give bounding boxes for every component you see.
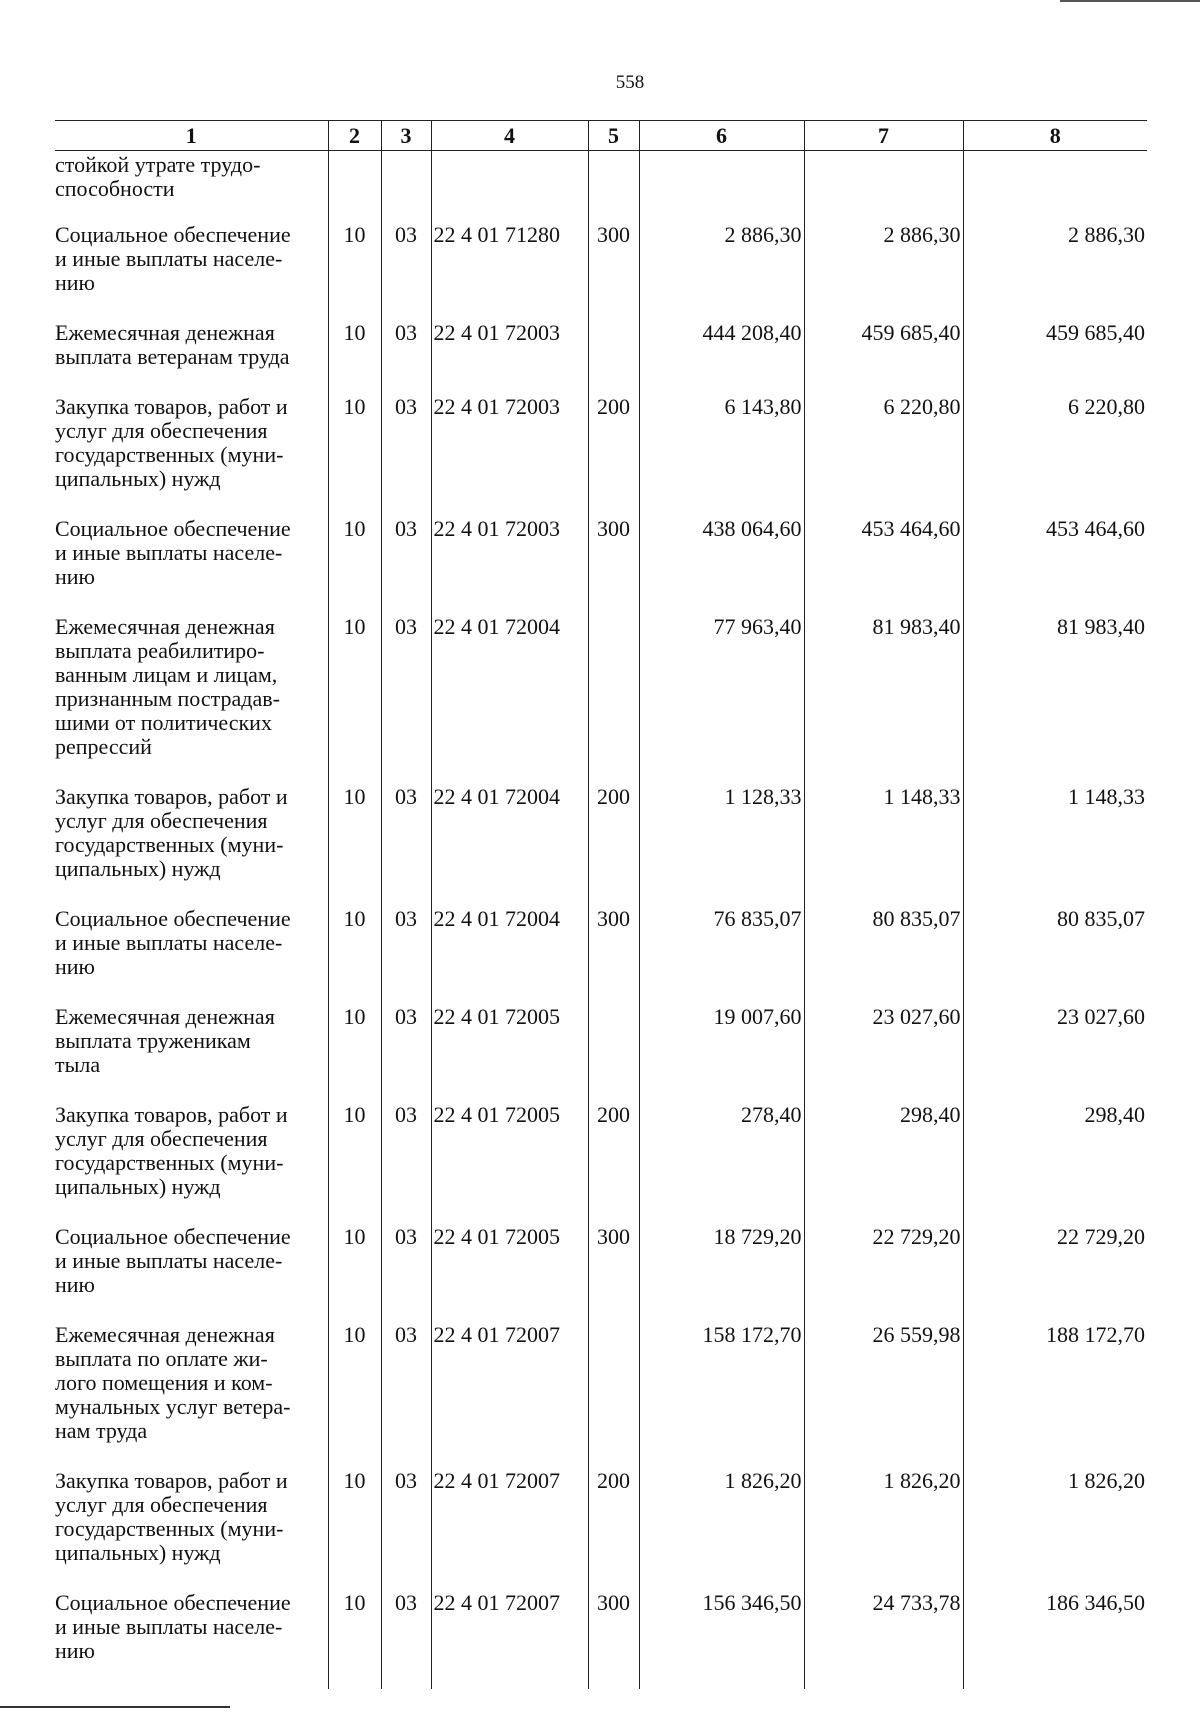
subsection-code: 03: [381, 907, 431, 1005]
amount-col-6: 438 064,60: [639, 517, 804, 615]
amount-col-6: 76 835,07: [639, 907, 804, 1005]
amount-col-8: [963, 151, 1147, 224]
subsection-code: 03: [381, 395, 431, 517]
amount-col-7: 26 559,98: [804, 1323, 963, 1469]
table-header: [55, 121, 1147, 151]
amount-col-8: 23 027,60: [963, 1005, 1147, 1103]
amount-col-6: 18 729,20: [639, 1225, 804, 1323]
row-name: Социальное обеспечение и иные выплаты населе- нию: [55, 516, 291, 589]
section-code: 10: [328, 785, 381, 907]
amount-col-7: 453 464,60: [804, 517, 963, 615]
header-cell: 5: [588, 121, 639, 151]
amount-col-7: 1 826,20: [804, 1469, 963, 1591]
section-code: 10: [328, 1005, 381, 1103]
subsection-code: 03: [381, 785, 431, 907]
amount-col-6: 1 826,20: [639, 1469, 804, 1591]
row-name: Социальное обеспечение и иные выплаты населе- нию: [55, 1590, 291, 1663]
header-cell: 3: [381, 121, 431, 151]
subsection-code: [381, 151, 431, 224]
section-code: 10: [328, 1591, 381, 1689]
amount-col-8: 459 685,40: [963, 321, 1147, 395]
amount-col-7: 298,40: [804, 1103, 963, 1225]
row-name: стойкой утрате трудо- способности: [55, 152, 261, 201]
target-article-code: 22 4 01 72007: [431, 1323, 588, 1469]
amount-col-7: 81 983,40: [804, 615, 963, 785]
header-cell: 1: [55, 121, 328, 151]
section-code: 10: [328, 395, 381, 517]
subsection-code: 03: [381, 1323, 431, 1469]
amount-col-8: 1 148,33: [963, 785, 1147, 907]
amount-col-8: 81 983,40: [963, 615, 1147, 785]
section-code: 10: [328, 615, 381, 785]
table-body: [55, 151, 1147, 1690]
table-row: [55, 907, 1147, 1005]
footer-line: [0, 1706, 230, 1708]
table-row: [55, 1103, 1147, 1225]
table-row: [55, 1225, 1147, 1323]
amount-col-6: 6 143,80: [639, 395, 804, 517]
amount-col-6: 158 172,70: [639, 1323, 804, 1469]
subsection-code: 03: [381, 1225, 431, 1323]
amount-col-7: 6 220,80: [804, 395, 963, 517]
target-article-code: 22 4 01 72004: [431, 785, 588, 907]
expense-type-code: [588, 1005, 639, 1103]
amount-col-7: 1 148,33: [804, 785, 963, 907]
header-cell: 2: [328, 121, 381, 151]
amount-col-8: 6 220,80: [963, 395, 1147, 517]
amount-col-6: 156 346,50: [639, 1591, 804, 1689]
amount-col-8: 453 464,60: [963, 517, 1147, 615]
expense-type-code: 200: [588, 395, 639, 517]
amount-col-7: 22 729,20: [804, 1225, 963, 1323]
amount-col-6: 77 963,40: [639, 615, 804, 785]
section-code: 10: [328, 1103, 381, 1225]
amount-col-8: 1 826,20: [963, 1469, 1147, 1591]
header-cell: 6: [639, 121, 804, 151]
expense-type-code: [588, 321, 639, 395]
row-name: Ежемесячная денежная выплата ветеранам труда: [55, 320, 290, 369]
amount-col-6: 2 886,30: [639, 223, 804, 321]
target-article-code: 22 4 01 71280: [431, 223, 588, 321]
subsection-code: 03: [381, 1103, 431, 1225]
section-code: 10: [328, 223, 381, 321]
row-name: Социальное обеспечение и иные выплаты населе- нию: [55, 1224, 291, 1297]
table-row: [55, 517, 1147, 615]
target-article-code: 22 4 01 72007: [431, 1469, 588, 1591]
table-row: [55, 223, 1147, 321]
amount-col-7: 23 027,60: [804, 1005, 963, 1103]
expense-type-code: [588, 615, 639, 785]
subsection-code: 03: [381, 1591, 431, 1689]
section-code: 10: [328, 907, 381, 1005]
subsection-code: 03: [381, 1469, 431, 1591]
target-article-code: [431, 151, 588, 224]
target-article-code: 22 4 01 72005: [431, 1225, 588, 1323]
expense-type-code: [588, 1323, 639, 1469]
section-code: 10: [328, 1225, 381, 1323]
expense-type-code: [588, 151, 639, 224]
section-code: 10: [328, 1469, 381, 1591]
amount-col-8: 188 172,70: [963, 1323, 1147, 1469]
expense-type-code: 300: [588, 1591, 639, 1689]
row-name: Закупка товаров, работ и услуг для обеспечения государственных (муни- ципальных) нужд: [55, 394, 288, 491]
amount-col-8: 80 835,07: [963, 907, 1147, 1005]
row-name: Ежемесячная денежная выплата по оплате жи- лого помещения и ком- мунальных услуг ветера- нам труда: [55, 1322, 291, 1443]
page-number: 558: [615, 72, 645, 93]
row-name: Закупка товаров, работ и услуг для обеспечения государственных (муни- ципальных) нужд: [55, 1468, 288, 1565]
expense-type-code: 300: [588, 223, 639, 321]
budget-table: [55, 120, 1147, 1689]
section-code: 10: [328, 321, 381, 395]
amount-col-8: 298,40: [963, 1103, 1147, 1225]
amount-col-8: 22 729,20: [963, 1225, 1147, 1323]
header-cell: 4: [431, 121, 588, 151]
amount-col-6: 19 007,60: [639, 1005, 804, 1103]
row-name: Социальное обеспечение и иные выплаты населе- нию: [55, 906, 291, 979]
header-row: [55, 121, 1147, 151]
amount-col-8: 2 886,30: [963, 223, 1147, 321]
table-row: [55, 151, 1147, 224]
amount-col-7: 2 886,30: [804, 223, 963, 321]
target-article-code: 22 4 01 72003: [431, 395, 588, 517]
table-row: [55, 1469, 1147, 1591]
expense-type-code: 300: [588, 907, 639, 1005]
target-article-code: 22 4 01 72003: [431, 321, 588, 395]
table-row: [55, 785, 1147, 907]
target-article-code: 22 4 01 72003: [431, 517, 588, 615]
amount-col-6: 444 208,40: [639, 321, 804, 395]
target-article-code: 22 4 01 72007: [431, 1591, 588, 1689]
table-row: [55, 1591, 1147, 1689]
amount-col-6: 1 128,33: [639, 785, 804, 907]
expense-type-code: 200: [588, 1469, 639, 1591]
row-name: Ежемесячная денежная выплата труженикам тыла: [55, 1004, 275, 1077]
table-row: [55, 1323, 1147, 1469]
target-article-code: 22 4 01 72005: [431, 1005, 588, 1103]
target-article-code: 22 4 01 72005: [431, 1103, 588, 1225]
expense-type-code: 300: [588, 1225, 639, 1323]
amount-col-7: 24 733,78: [804, 1591, 963, 1689]
table-row: [55, 1005, 1147, 1103]
amount-col-6: [639, 151, 804, 224]
row-name: Ежемесячная денежная выплата реабилитиро- ванным лицам и лицам, признанным пострадав- шими от политических репрессий: [55, 614, 280, 759]
row-name: Закупка товаров, работ и услуг для обеспечения государственных (муни- ципальных) нужд: [55, 1102, 288, 1199]
amount-col-7: 80 835,07: [804, 907, 963, 1005]
table-row: [55, 615, 1147, 785]
header-cell: 8: [963, 121, 1147, 151]
table-row: [55, 395, 1147, 517]
amount-col-7: 459 685,40: [804, 321, 963, 395]
header-cell: 7: [804, 121, 963, 151]
target-article-code: 22 4 01 72004: [431, 907, 588, 1005]
expense-type-code: 200: [588, 1103, 639, 1225]
section-code: 10: [328, 517, 381, 615]
amount-col-6: 278,40: [639, 1103, 804, 1225]
table-row: [55, 321, 1147, 395]
target-article-code: 22 4 01 72004: [431, 615, 588, 785]
subsection-code: 03: [381, 223, 431, 321]
subsection-code: 03: [381, 615, 431, 785]
subsection-code: 03: [381, 517, 431, 615]
subsection-code: 03: [381, 1005, 431, 1103]
expense-type-code: 200: [588, 785, 639, 907]
section-code: 10: [328, 1323, 381, 1469]
expense-type-code: 300: [588, 517, 639, 615]
scan-edge-line: [1060, 0, 1200, 2]
section-code: [328, 151, 381, 224]
amount-col-7: [804, 151, 963, 224]
row-name: Социальное обеспечение и иные выплаты населе- нию: [55, 222, 291, 295]
row-name: Закупка товаров, работ и услуг для обеспечения государственных (муни- ципальных) нужд: [55, 784, 288, 881]
amount-col-8: 186 346,50: [963, 1591, 1147, 1689]
subsection-code: 03: [381, 321, 431, 395]
